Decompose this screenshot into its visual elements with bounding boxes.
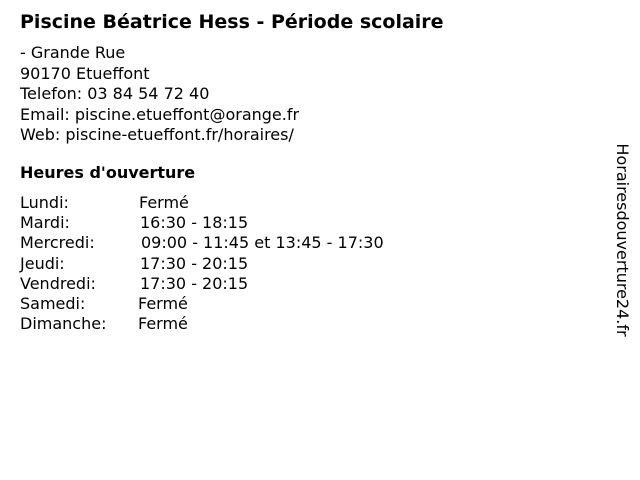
day-label: Jeudi: [20, 253, 65, 273]
hours-value: Fermé [138, 293, 188, 313]
day-label: Lundi: [20, 193, 69, 212]
hours-value: Fermé [138, 314, 188, 334]
hours-value: Fermé [139, 193, 189, 212]
day-label: Vendredi: [20, 273, 96, 293]
hours-value: 09:00 - 11:45 et 13:45 - 17:30 [141, 233, 384, 253]
street-address: - Grande Rue [20, 43, 126, 62]
day-label: Dimanche: [20, 314, 107, 334]
email-address: Email: piscine.etueffont@orange.fr [20, 104, 300, 124]
hours-value: 17:30 - 20:15 [140, 253, 249, 273]
hours-value: 17:30 - 20:15 [140, 273, 249, 293]
page-title: Piscine Béatrice Hess - Période scolaire [20, 11, 444, 33]
day-label: Mardi: [20, 213, 70, 233]
hours-value: 16:30 - 18:15 [140, 213, 249, 233]
website: Web: piscine-etueffont.fr/horaires/ [20, 125, 294, 144]
address-block [20, 43, 299, 146]
opening-hours-heading: Heures d'ouverture [20, 163, 196, 182]
city-address: 90170 Etueffont [20, 63, 150, 83]
day-label: Mercredi: [20, 233, 95, 253]
site-watermark: Horairesdouverture24.fr [613, 143, 632, 337]
phone-number: Telefon: 03 84 54 72 40 [20, 84, 210, 103]
day-label: Samedi: [20, 293, 86, 313]
